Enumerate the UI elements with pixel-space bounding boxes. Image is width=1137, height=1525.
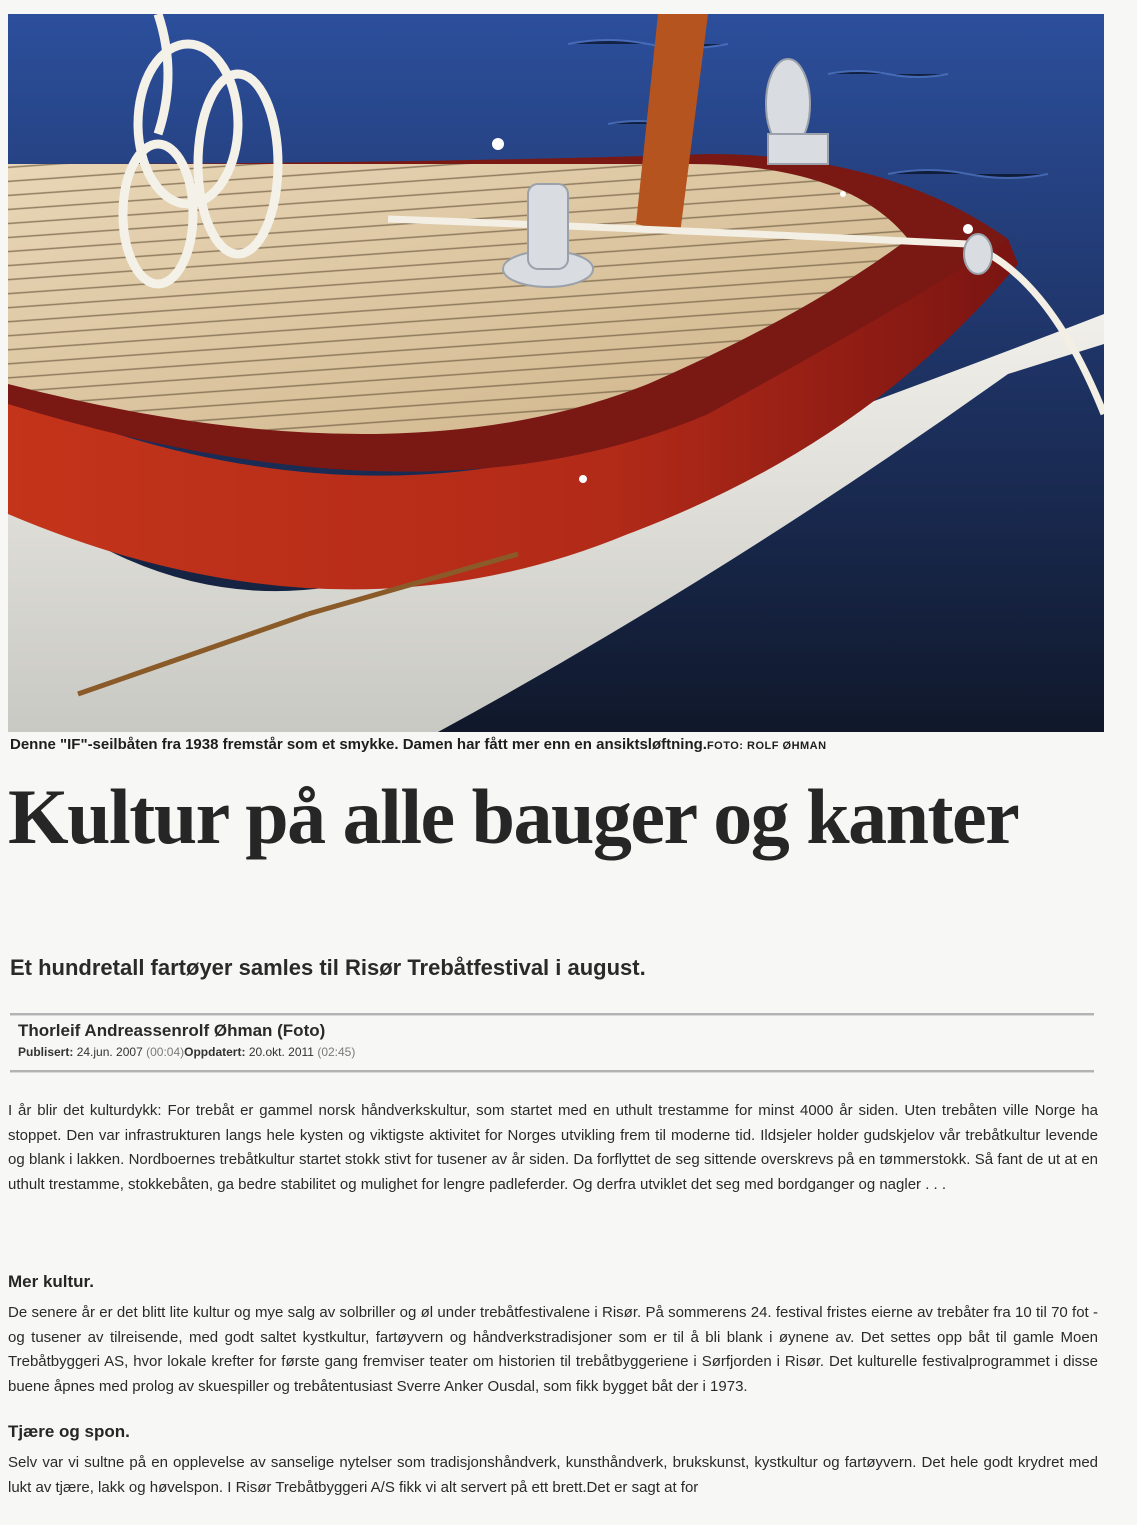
article-subheadline: Et hundretall fartøyer samles til Risør Trebåtfestival i august.: [10, 955, 646, 980]
section-heading: Tjære og spon.: [8, 1422, 130, 1441]
updated-label: Oppdatert:: [184, 1045, 246, 1059]
section-heading: Mer kultur.: [8, 1272, 94, 1291]
article-paragraph: Selv var vi sultne på en opplevelse av sanselige nytelser som tradisjonshåndverk, kunsthåndverk, brukskunst, kystkultur og fartøyvern. Det hele godt krydret med lukt av tjære, lakk og høvelspon. I Risør Trebåtbyggeri A/S fikk vi alt servert på ett brett.Det er sagt at for: [8, 1454, 1098, 1496]
article-paragraph: De senere år er det blitt lite kultur og mye salg av solbriller og øl under trebåtfestivalene i Risør. På sommerens 24. festival fristes eierne av trebåter fra 10 til 70 fot - og tusener av tilreisende, med godt saltet kystkultur, fartøyvern og håndverkstradisjoner som er til å bli blank i øynene av. Det settes opp båt til gamle Moen Trebåtbyggeri AS, hvor lokale krefter for første gang fremviser teater om historien til trebåtbyggeriene i Sørfjorden i Risør. Det kulturelle festivalprogrammet i disse buene åpnes med prolog av skuespiller og trebåtentusiast Sverre Anker Ousdal, som fikk bygget båt der i 1973.: [8, 1304, 1098, 1395]
caption-text: Denne "IF"-seilbåten fra 1938 fremstår som et smykke. Damen har fått mer enn en ansiktsløftning.: [10, 736, 707, 753]
publish-dates: [18, 1045, 355, 1059]
article-paragraph: I år blir det kulturdykk: For trebåt er gammel norsk håndverkskultur, som startet med en uthult trestamme for minst 4000 år siden. Uten trebåten ville Norge ha stoppet. Den var infrastrukturen langs hele kysten og viktigste aktivitet for Norges utvikling frem til moderne tid. Ildsjeler holder gudskjelov vår trebåtkultur levende og blank i lakken. Nordboernes trebåtkultur startet stokk stivt for tusener av år siden. Da forflyttet de seg sittende overskrevs på en tømmerstokk. Så fant de ut at en uthult trestamme, stokkebåten, ga bedre stabilitet og mulighet for lengre padleferder. Og derfra utviklet det seg med bordganger og nagler . . .: [8, 1102, 1098, 1193]
divider: [10, 1013, 1094, 1016]
updated-time: (02:45): [317, 1045, 356, 1059]
sailboat-bow-photo: [8, 14, 1104, 732]
divider: [10, 1070, 1094, 1073]
published-label: Publisert:: [18, 1045, 74, 1059]
article-headline: Kultur på alle bauger og kanter: [8, 773, 1019, 860]
photo-caption: [10, 736, 1120, 753]
published-date: 24.jun. 2007: [76, 1045, 143, 1059]
photo-credit: FOTO: ROLF ØHMAN: [706, 740, 827, 752]
published-time: (00:04): [146, 1045, 185, 1059]
byline: Thorleif Andreassenrolf Øhman (Foto): [18, 1021, 326, 1040]
updated-date: 20.okt. 2011: [248, 1045, 314, 1059]
